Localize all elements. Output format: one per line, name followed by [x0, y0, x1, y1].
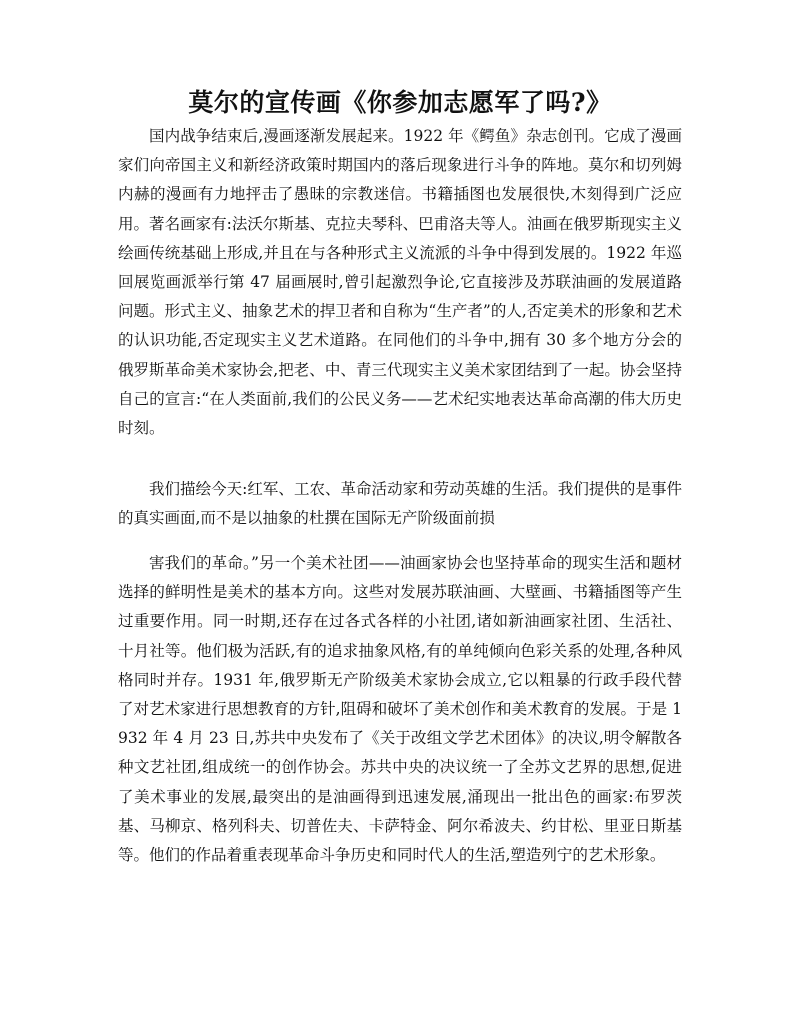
document-title: 莫尔的宣传画《你参加志愿军了吗?》 — [188, 88, 612, 117]
paragraph-1: 国内战争结束后,漫画逐渐发展起来。1922 年《鳄鱼》杂志创刊。它成了漫画家们向帝国主义和新经济政策时期国内的落后现象进行斗争的阵地。莫尔和切列姆内赫的漫画有力地抨击了愚昧的宗教迷信。书籍插图也发展很快,木刻得到广泛应用。著名画家有:法沃尔斯基、克拉夫琴科、巴甫洛夫等人。油画在俄罗斯现实主义绘画传统基础上形成,并且在与各种形式主义流派的斗争中得到发展的。1922 年巡回展览画派举行第 47 届画展时,曾引起激烈争论,它直接涉及苏联油画的发展道路问题。形式主义、抽象艺术的捍卫者和自称为“生产者”的人,否定美术的形象和艺术的认识功能,否定现实主义艺术道路。在同他们的斗争中,拥有 30 多个地方分会的俄罗斯革命美术家协会,把老、中、青三代现实主义美术家团结到了一起。协会坚持自己的宣言:“在人类面前,我们的公民义务——艺术纪实地表达革命高潮的伟大历史时刻。 — [118, 127, 682, 438]
paragraph-3: 害我们的革命。”另一个美术社团——油画家协会也坚持革命的现实生活和题材选择的鲜明性是美术的基本方向。这些对发展苏联油画、大壁画、书籍插图等产生过重要作用。同一时期,还存在过各式各样的小社团,诸如新油画家社团、生活社、十月社等。他们极为活跃,有的追求抽象风格,有的单纯倾向色彩关系的处理,各种风格同时并存。1931 年,俄罗斯无产阶级美术家协会成立,它以粗暴的行政手段代替了对艺术家进行思想教育的方针,阻碍和破坏了美术创作和美术教育的发展。于是 1932 年 4 月 23 日,苏共中央发布了《关于改组文学艺术团体》的决议,明令解散各种文艺社团,组成统一的创作协会。苏共中央的决议统一了全苏文艺界的思想,促进了美术事业的发展,最突出的是油画得到迅速发展,涌现出一批出色的画家:布罗茨基、马柳京、格列科夫、切普佐夫、卡萨特金、阿尔希波夫、约甘松、里亚日斯基等。他们的作品着重表现革命斗争历史和同时代人的生活,塑造列宁的艺术形象。 — [118, 554, 682, 865]
paragraph-2: 我们描绘今天:红军、工农、革命活动家和劳动英雄的生活。我们提供的是事件的真实画面,而不是以抽象的杜撰在国际无产阶级面前损 — [118, 480, 682, 528]
